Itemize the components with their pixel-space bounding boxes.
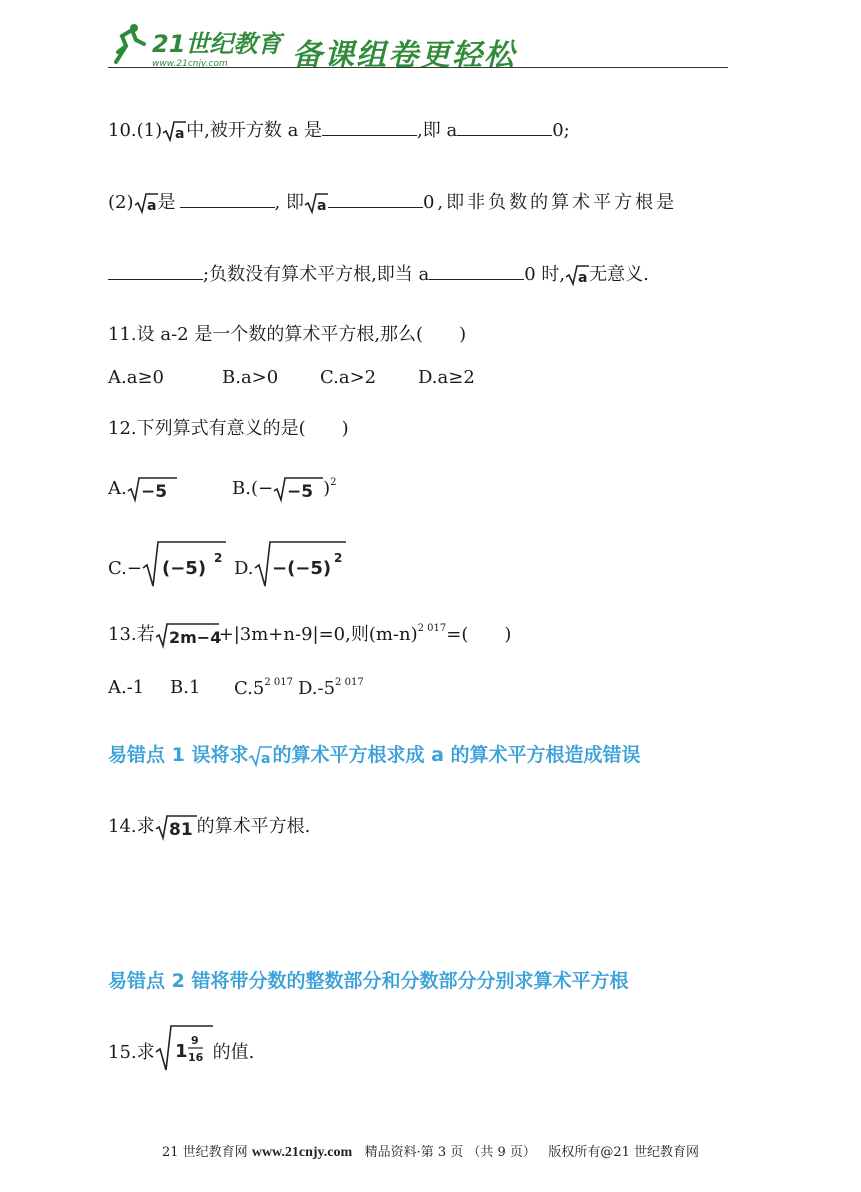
sqrt-minus-neg5-squared-icon — [254, 540, 346, 588]
svg-text:−5: −5 — [287, 482, 314, 502]
sqrt-minus5-icon — [273, 476, 323, 502]
q14-stem: 14.求 81 的算术平方根. — [108, 816, 311, 840]
svg-text:16: 16 — [187, 1051, 203, 1064]
footer-copyright: 版权所有@21 世纪教育网 — [548, 1145, 699, 1160]
svg-text:a: a — [146, 198, 156, 214]
q10-line1: 10.(1) a 中,被开方数 a 是 ,即 a 0; — [108, 116, 570, 142]
page-footer — [0, 1141, 861, 1161]
svg-text:a: a — [261, 750, 271, 767]
svg-text:1: 1 — [174, 1041, 188, 1062]
q11-stem: 11.设 a-2 是一个数的算术平方根,那么( ) — [108, 324, 467, 345]
svg-text:a: a — [175, 126, 185, 142]
svg-text:2: 2 — [213, 551, 223, 565]
sqrt-mixed-fraction-icon — [155, 1024, 213, 1072]
error-point-1-heading: 易错点 1 误将求 a 的算术平方根求成 a 的算术平方根造成错误 — [108, 744, 641, 767]
q12-option-b[interactable]: B.(− −5 )$^2$ — [232, 477, 337, 502]
q12-option-c[interactable]: C.− (−5) 2 — [108, 540, 226, 588]
q13-option-c[interactable]: $C.5^{2 017}$ — [234, 677, 293, 699]
blank-5[interactable] — [108, 261, 203, 280]
svg-text:2m−4: 2m−4 — [168, 628, 221, 647]
header-slogan: 备课组卷更轻松 — [292, 38, 516, 73]
sqrt-2m-minus4-icon — [155, 622, 219, 648]
q11-option-d[interactable]: D.a≥2 — [418, 367, 475, 388]
logo-runner-icon — [108, 22, 282, 70]
q12-stem: 12.下列算式有意义的是( ) — [108, 418, 349, 439]
q13-option-b[interactable]: B.1 — [170, 677, 201, 698]
logo-url: www.21cnjy.com — [152, 59, 228, 69]
footer-site: 21 世纪教育网 — [162, 1145, 248, 1160]
sqrt-minus5-icon — [127, 476, 177, 502]
svg-text:−(−5): −(−5) — [271, 558, 331, 579]
svg-text:−5: −5 — [140, 482, 167, 502]
q10-line2: (2) a 是 , 即 a 0,即非负数的算术平方根是 — [108, 188, 677, 214]
q13-option-d[interactable]: $D.-5^{2 017}$ — [298, 677, 364, 699]
sqrt-a-icon — [565, 264, 589, 286]
q15-stem: 15.求 1 9 16 的值. — [108, 1024, 254, 1072]
header-divider — [108, 67, 728, 68]
svg-text:9: 9 — [190, 1034, 199, 1047]
error-point-2-heading: 易错点 2 错将带分数的整数部分和分数部分分别求算术平方根 — [108, 970, 629, 992]
blank-4[interactable] — [328, 189, 423, 208]
sqrt-neg5-squared-icon — [142, 540, 226, 588]
logo-text: 21世纪教育 — [152, 30, 282, 58]
blank-3[interactable] — [180, 189, 275, 208]
q12-option-d[interactable]: D. −(−5) 2 — [234, 540, 346, 588]
q11-option-a[interactable]: A.a≥0 — [108, 367, 164, 388]
svg-text:a: a — [316, 198, 327, 214]
svg-text:a: a — [578, 270, 588, 286]
blank-6[interactable] — [429, 261, 524, 280]
q13-stem: 13.若 2m−4 +|3m+n-9|=0,则$(m-n)^{2 017}=$( ) — [108, 623, 512, 647]
q11-option-b[interactable]: B.a>0 — [222, 367, 279, 388]
svg-text:81: 81 — [168, 820, 193, 840]
q11-option-c[interactable]: C.a>2 — [320, 367, 377, 388]
sqrt-a-icon — [134, 192, 158, 214]
footer-url[interactable]: www.21cnjy.com — [251, 1145, 353, 1160]
svg-text:(−5): (−5) — [161, 558, 206, 579]
blank-1[interactable] — [322, 117, 417, 136]
blank-2[interactable] — [457, 117, 552, 136]
footer-page-info: 精品资料·第 3 页 （共 9 页） — [364, 1145, 536, 1160]
sqrt-81-icon — [155, 814, 197, 840]
q10-line3: ;负数没有算术平方根,即当 a 0 时, a 无意义. — [108, 260, 649, 286]
q12-option-a[interactable]: A. −5 — [108, 476, 177, 502]
sqrt-a-icon — [304, 192, 328, 214]
sqrt-a-icon — [162, 120, 186, 142]
svg-text:2: 2 — [333, 551, 342, 565]
sqrt-a-icon — [248, 745, 272, 767]
q13-option-a[interactable]: A.-1 — [108, 677, 145, 698]
